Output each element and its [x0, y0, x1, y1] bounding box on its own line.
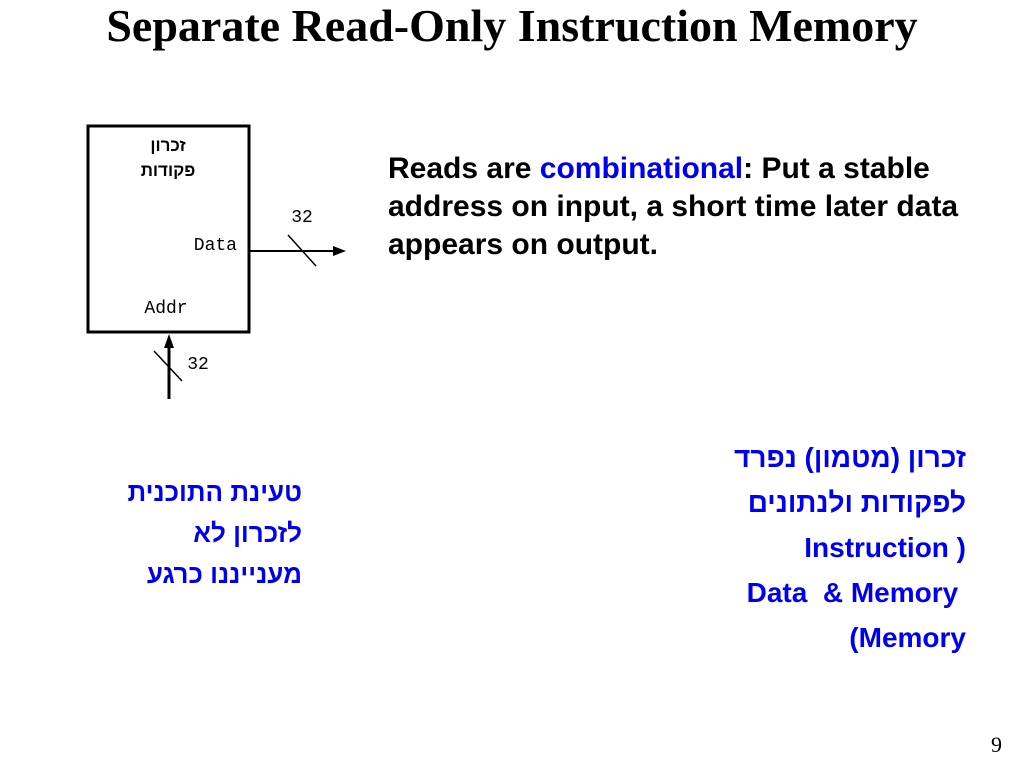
note-right-line5: (Memory — [849, 622, 966, 653]
desc-highlight: combinational — [539, 152, 744, 185]
note-left-line2: לזכרון לא — [193, 518, 302, 548]
desc-part2: : Put a stable address on input, a short time later data appears on output. — [388, 152, 959, 261]
note-right-line2: לפקודות ולנתונים — [747, 487, 966, 518]
note-right-line3: Instruction ) — [804, 532, 966, 563]
note-left-line3: מענייננו כרגע — [146, 559, 302, 589]
page-number: 9 — [991, 732, 1002, 757]
memory-block-title-line2: פקודות — [140, 161, 196, 180]
data-bus-width-label: 32 — [291, 208, 313, 228]
addr-bus-width-label: 32 — [187, 355, 209, 375]
reads-description — [388, 150, 1008, 264]
data-output-arrowhead — [333, 246, 346, 256]
note-separate-memory — [600, 435, 966, 660]
note-left-line1: טעינת התוכנית — [127, 477, 302, 507]
addr-input-arrowhead — [164, 334, 174, 348]
note-right-line1: זכרון (מטמון) נפרד — [734, 442, 966, 473]
desc-part1: Reads are — [388, 152, 540, 185]
memory-block-title-line1: זכרון — [150, 136, 186, 155]
note-right-line4: Data & Memory — [746, 577, 966, 608]
slide-title: Separate Read-Only Instruction Memory — [106, 0, 918, 51]
note-program-loading — [40, 472, 302, 595]
data-port-label: Data — [193, 236, 237, 256]
addr-port-label: Addr — [144, 299, 188, 319]
